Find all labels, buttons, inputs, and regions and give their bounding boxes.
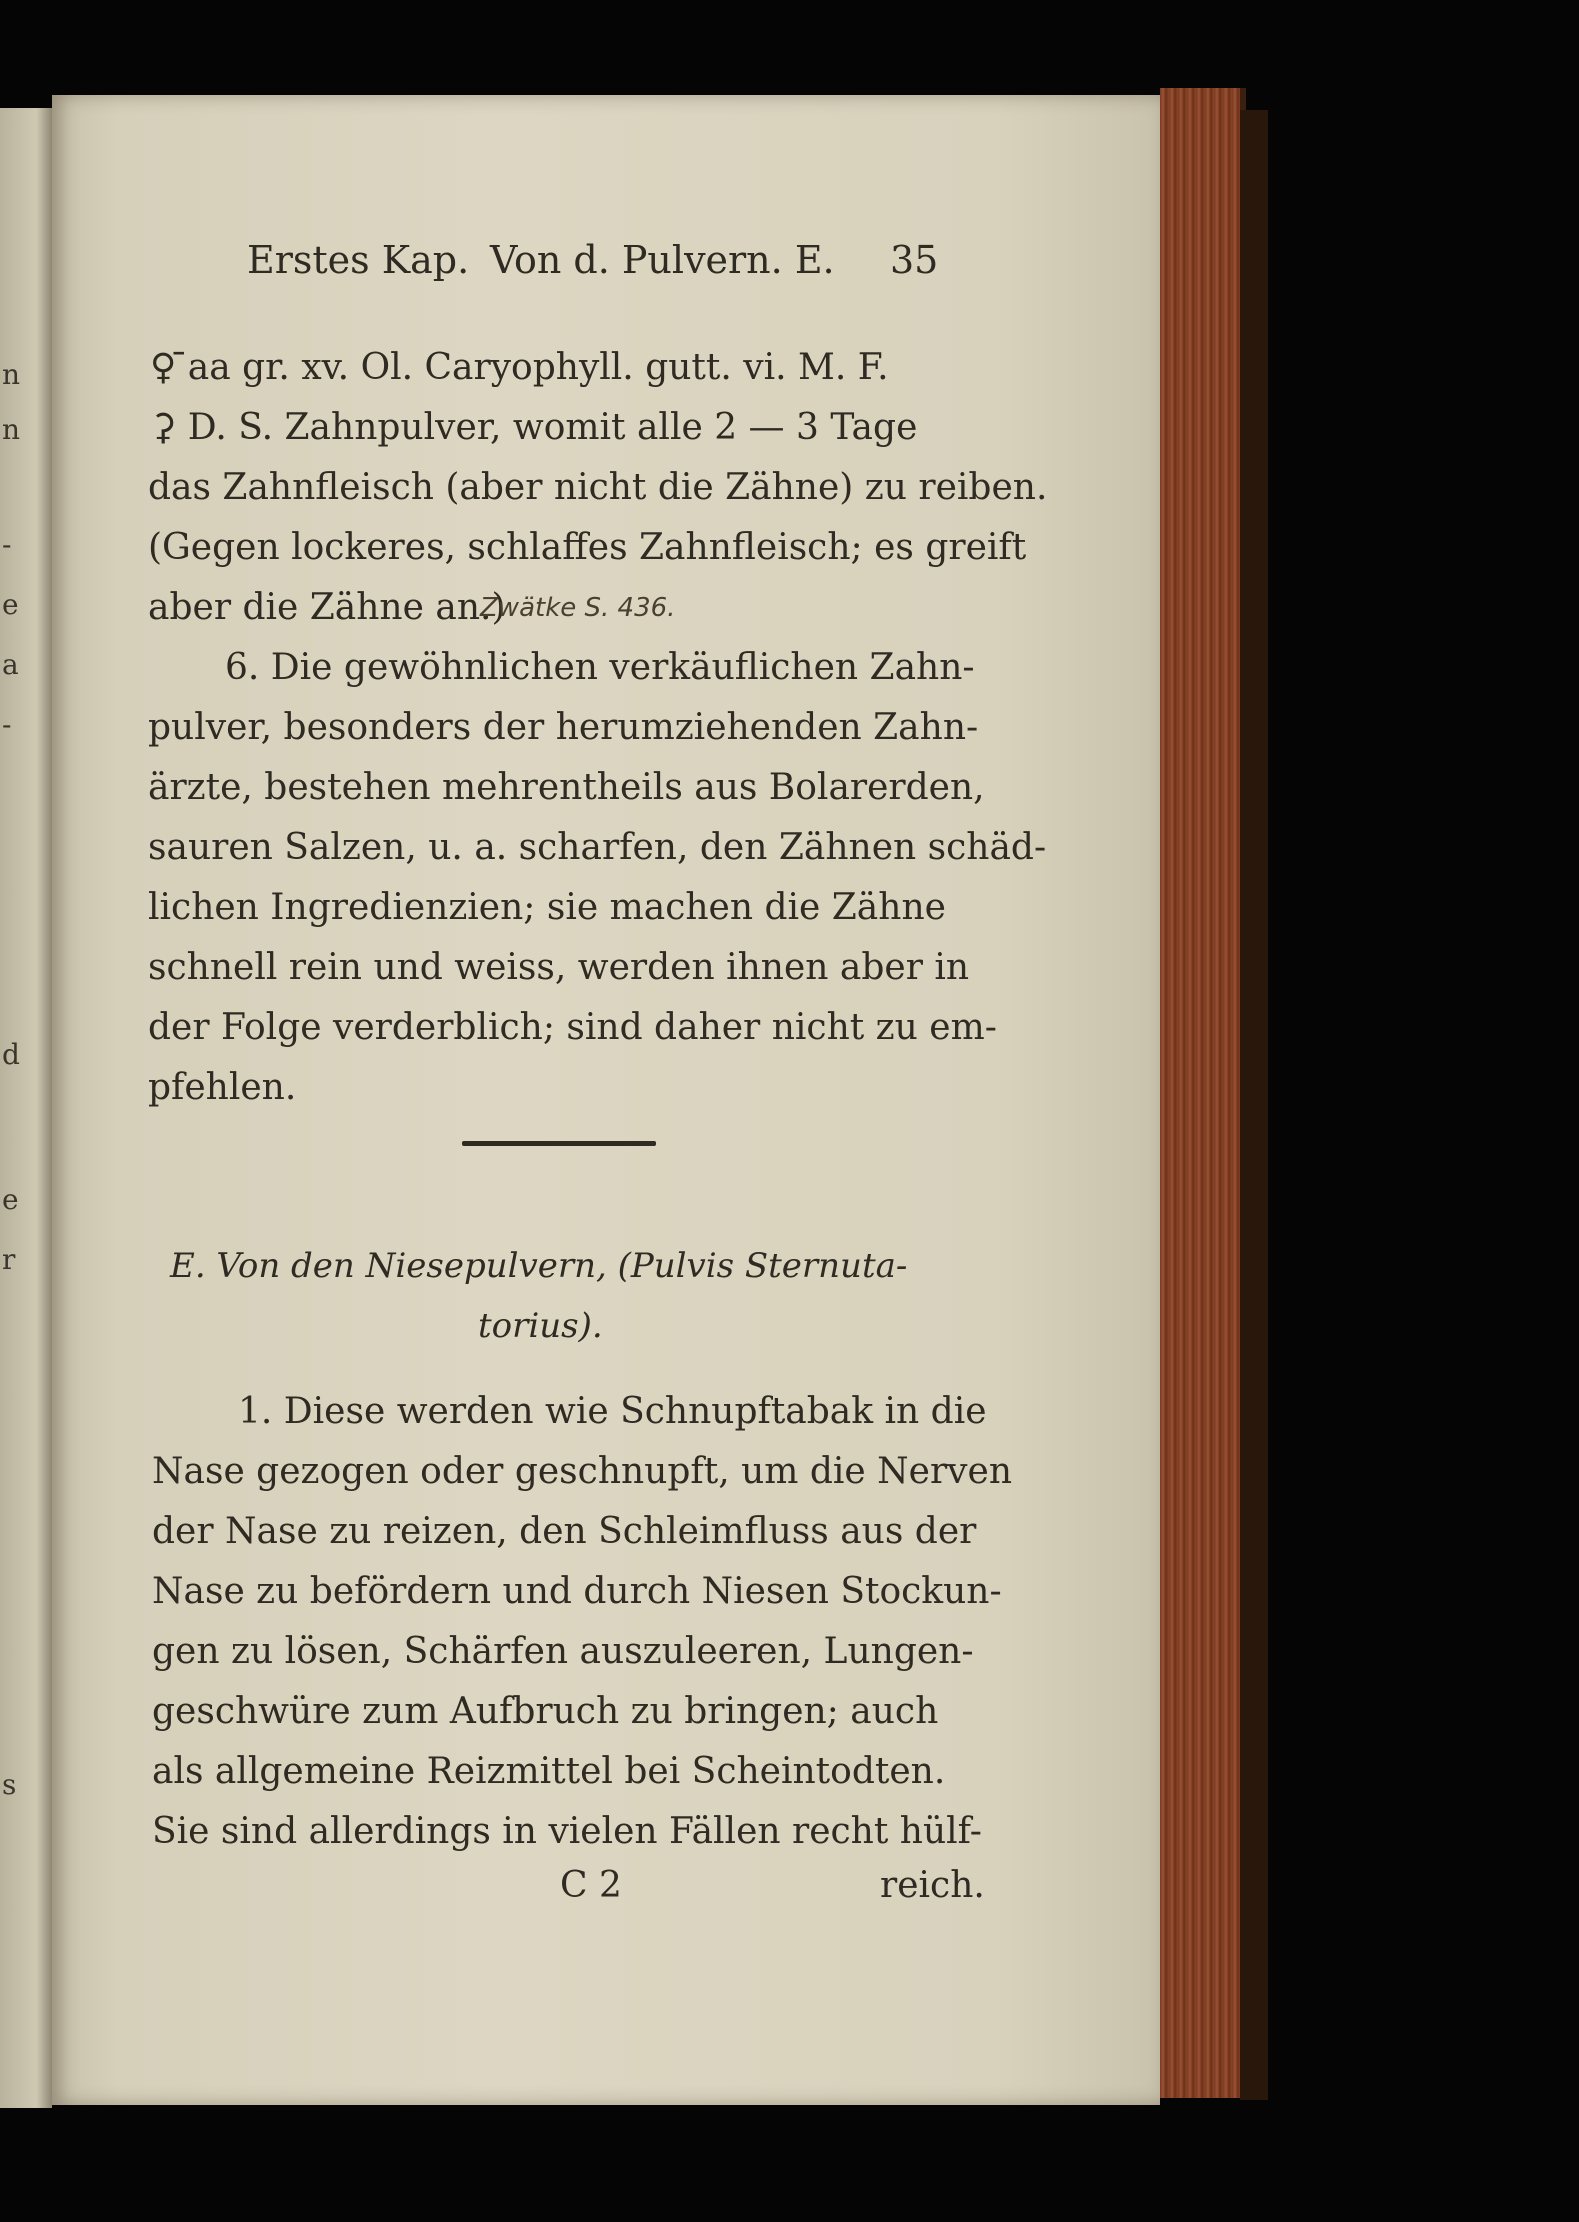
running-head-title: Von d. Pulvern. E.: [490, 238, 835, 282]
text-line: Nase zu befördern und durch Niesen Stockun-: [152, 1571, 1002, 1612]
handwritten-note: Zwätke S. 436.: [480, 593, 676, 623]
left-page-fragment: d: [2, 1038, 20, 1071]
text-line: ♀ ̄aa gr. xv. Ol. Caryophyll. gutt. vi. M. F.: [150, 347, 889, 388]
text-line: sauren Salzen, u. a. scharfen, den Zähnen schäd-: [148, 827, 1047, 868]
signature-mark: C 2: [560, 1865, 622, 1906]
left-page-fragment: n: [2, 358, 21, 391]
left-page-fragment: s: [2, 1768, 17, 1801]
left-page-fragment: -: [2, 528, 12, 561]
text-line: das Zahnfleisch (aber nicht die Zähne) zu reiben.: [148, 467, 1048, 508]
book-page-edges: [1160, 88, 1246, 2098]
text-line: pfehlen.: [148, 1067, 297, 1108]
text-line: geschwüre zum Aufbruch zu bringen; auch: [152, 1691, 939, 1732]
left-page-fragment: -: [2, 708, 12, 741]
left-page-fragment: n: [2, 413, 21, 446]
book-cover-edge: [1240, 110, 1268, 2100]
text-line: als allgemeine Reizmittel bei Scheintodten.: [152, 1751, 946, 1792]
text-line: der Folge verderblich; sind daher nicht zu em-: [148, 1007, 997, 1048]
text-line: ⚳ D. S. Zahnpulver, womit alle 2 — 3 Tage: [150, 407, 918, 448]
text-line: gen zu lösen, Schärfen auszuleeren, Lungen-: [152, 1631, 974, 1672]
text-line: 6. Die gewöhnlichen verkäuflichen Zahn-: [225, 647, 975, 688]
left-page-fragment: e: [2, 1183, 19, 1216]
running-head-chapter: Erstes Kap.: [247, 238, 470, 282]
section-heading-cont: torius).: [478, 1306, 603, 1346]
page-number: 35: [890, 238, 939, 282]
text-line: Sie sind allerdings in vielen Fällen recht hülf-: [152, 1811, 982, 1852]
text-line: aber die Zähne an.): [148, 587, 506, 628]
text-line: Nase gezogen oder geschnupft, um die Nerven: [152, 1451, 1013, 1492]
section-divider: [462, 1141, 656, 1146]
text-line: 1. Diese werden wie Schnupftabak in die: [238, 1391, 987, 1432]
text-line: ärzte, bestehen mehrentheils aus Bolarerden,: [148, 767, 985, 808]
left-page-fragment: e: [2, 588, 19, 621]
left-page-fragment: r: [2, 1243, 16, 1276]
left-page-fragment: a: [2, 648, 19, 681]
text-line: (Gegen lockeres, schlaffes Zahnfleisch; es greift: [148, 527, 1027, 568]
catchword: reich.: [880, 1865, 985, 1906]
section-heading: E. Von den Niesepulvern, (Pulvis Sternuta-: [170, 1246, 908, 1286]
text-line: der Nase zu reizen, den Schleimfluss aus der: [152, 1511, 977, 1552]
text-line: lichen Ingredienzien; sie machen die Zähne: [148, 887, 946, 928]
left-page-edge: [0, 108, 52, 2108]
text-line: schnell rein und weiss, werden ihnen aber in: [148, 947, 970, 988]
text-line: pulver, besonders der herumziehenden Zahn-: [148, 707, 979, 748]
